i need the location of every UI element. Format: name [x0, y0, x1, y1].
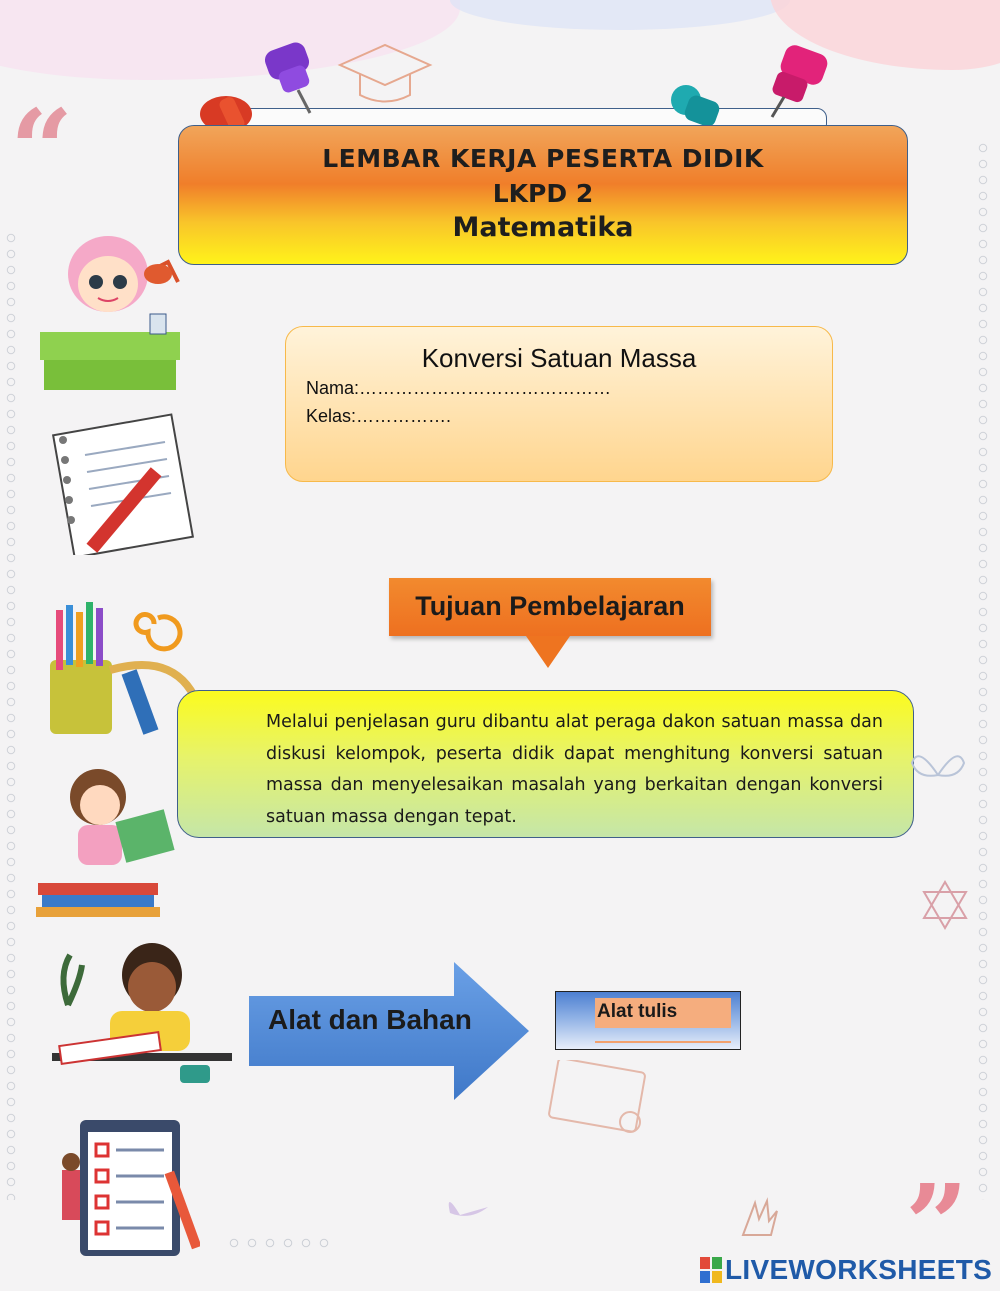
materials-answer-line[interactable] — [595, 1041, 731, 1043]
topic-title: Konversi Satuan Massa — [421, 343, 697, 373]
certificate-icon — [548, 1060, 658, 1150]
objective-text: Melalui penjelasan guru dibantu alat peraga dakon satuan massa dan diskusi kelompok, peserta didik dapat menghitung konversi satuan massa dan menyelesaikan masalah yang berkaitan dengan konversi satuan massa dengan tepat. — [266, 712, 883, 827]
liveworksheets-logo-icon — [700, 1257, 722, 1283]
class-field: Kelas:……………. — [306, 406, 452, 426]
butterfly-icon — [908, 745, 968, 785]
objective-arrow-icon — [526, 636, 570, 668]
pushpin-icon — [258, 38, 333, 118]
materials-item: Alat tulis — [595, 998, 731, 1028]
worksheet-header — [178, 125, 908, 265]
star-of-david-icon — [918, 878, 972, 932]
checklist-illustration — [40, 1110, 200, 1260]
butterfly-icon — [440, 1185, 490, 1225]
objective-label: Tujuan Pembelajaran — [389, 578, 711, 636]
objective-text-box — [177, 690, 914, 838]
girl-reading-illustration — [28, 765, 198, 920]
name-field: Nama:…………………………………… — [306, 378, 612, 398]
boy-writing-illustration — [40, 935, 240, 1090]
graduation-cap-icon — [335, 40, 435, 110]
hand-icon — [735, 1195, 780, 1240]
decor-dots-left — [4, 230, 18, 1200]
decor-dots-right — [976, 140, 990, 1200]
decor-blob-top-center — [450, 0, 790, 30]
header-subject: Matematika — [452, 212, 634, 243]
girl-at-desk-illustration — [38, 232, 198, 392]
header-title: LEMBAR KERJA PESERTA DIDIK — [322, 144, 764, 173]
pushpin-icon — [760, 45, 835, 120]
topic-card — [285, 326, 833, 482]
decor-dots-bottom — [225, 1236, 335, 1250]
quote-open-icon: “ — [10, 85, 74, 214]
header-subtitle: LKPD 2 — [492, 179, 594, 208]
liveworksheets-watermark[interactable] — [700, 1255, 992, 1285]
watermark-text: LIVEWORKSHEETS — [725, 1254, 993, 1285]
quote-close-icon: ” — [905, 1160, 969, 1289]
materials-label: Alat dan Bahan — [268, 1004, 472, 1035]
notebook-pencil-illustration — [45, 410, 205, 555]
